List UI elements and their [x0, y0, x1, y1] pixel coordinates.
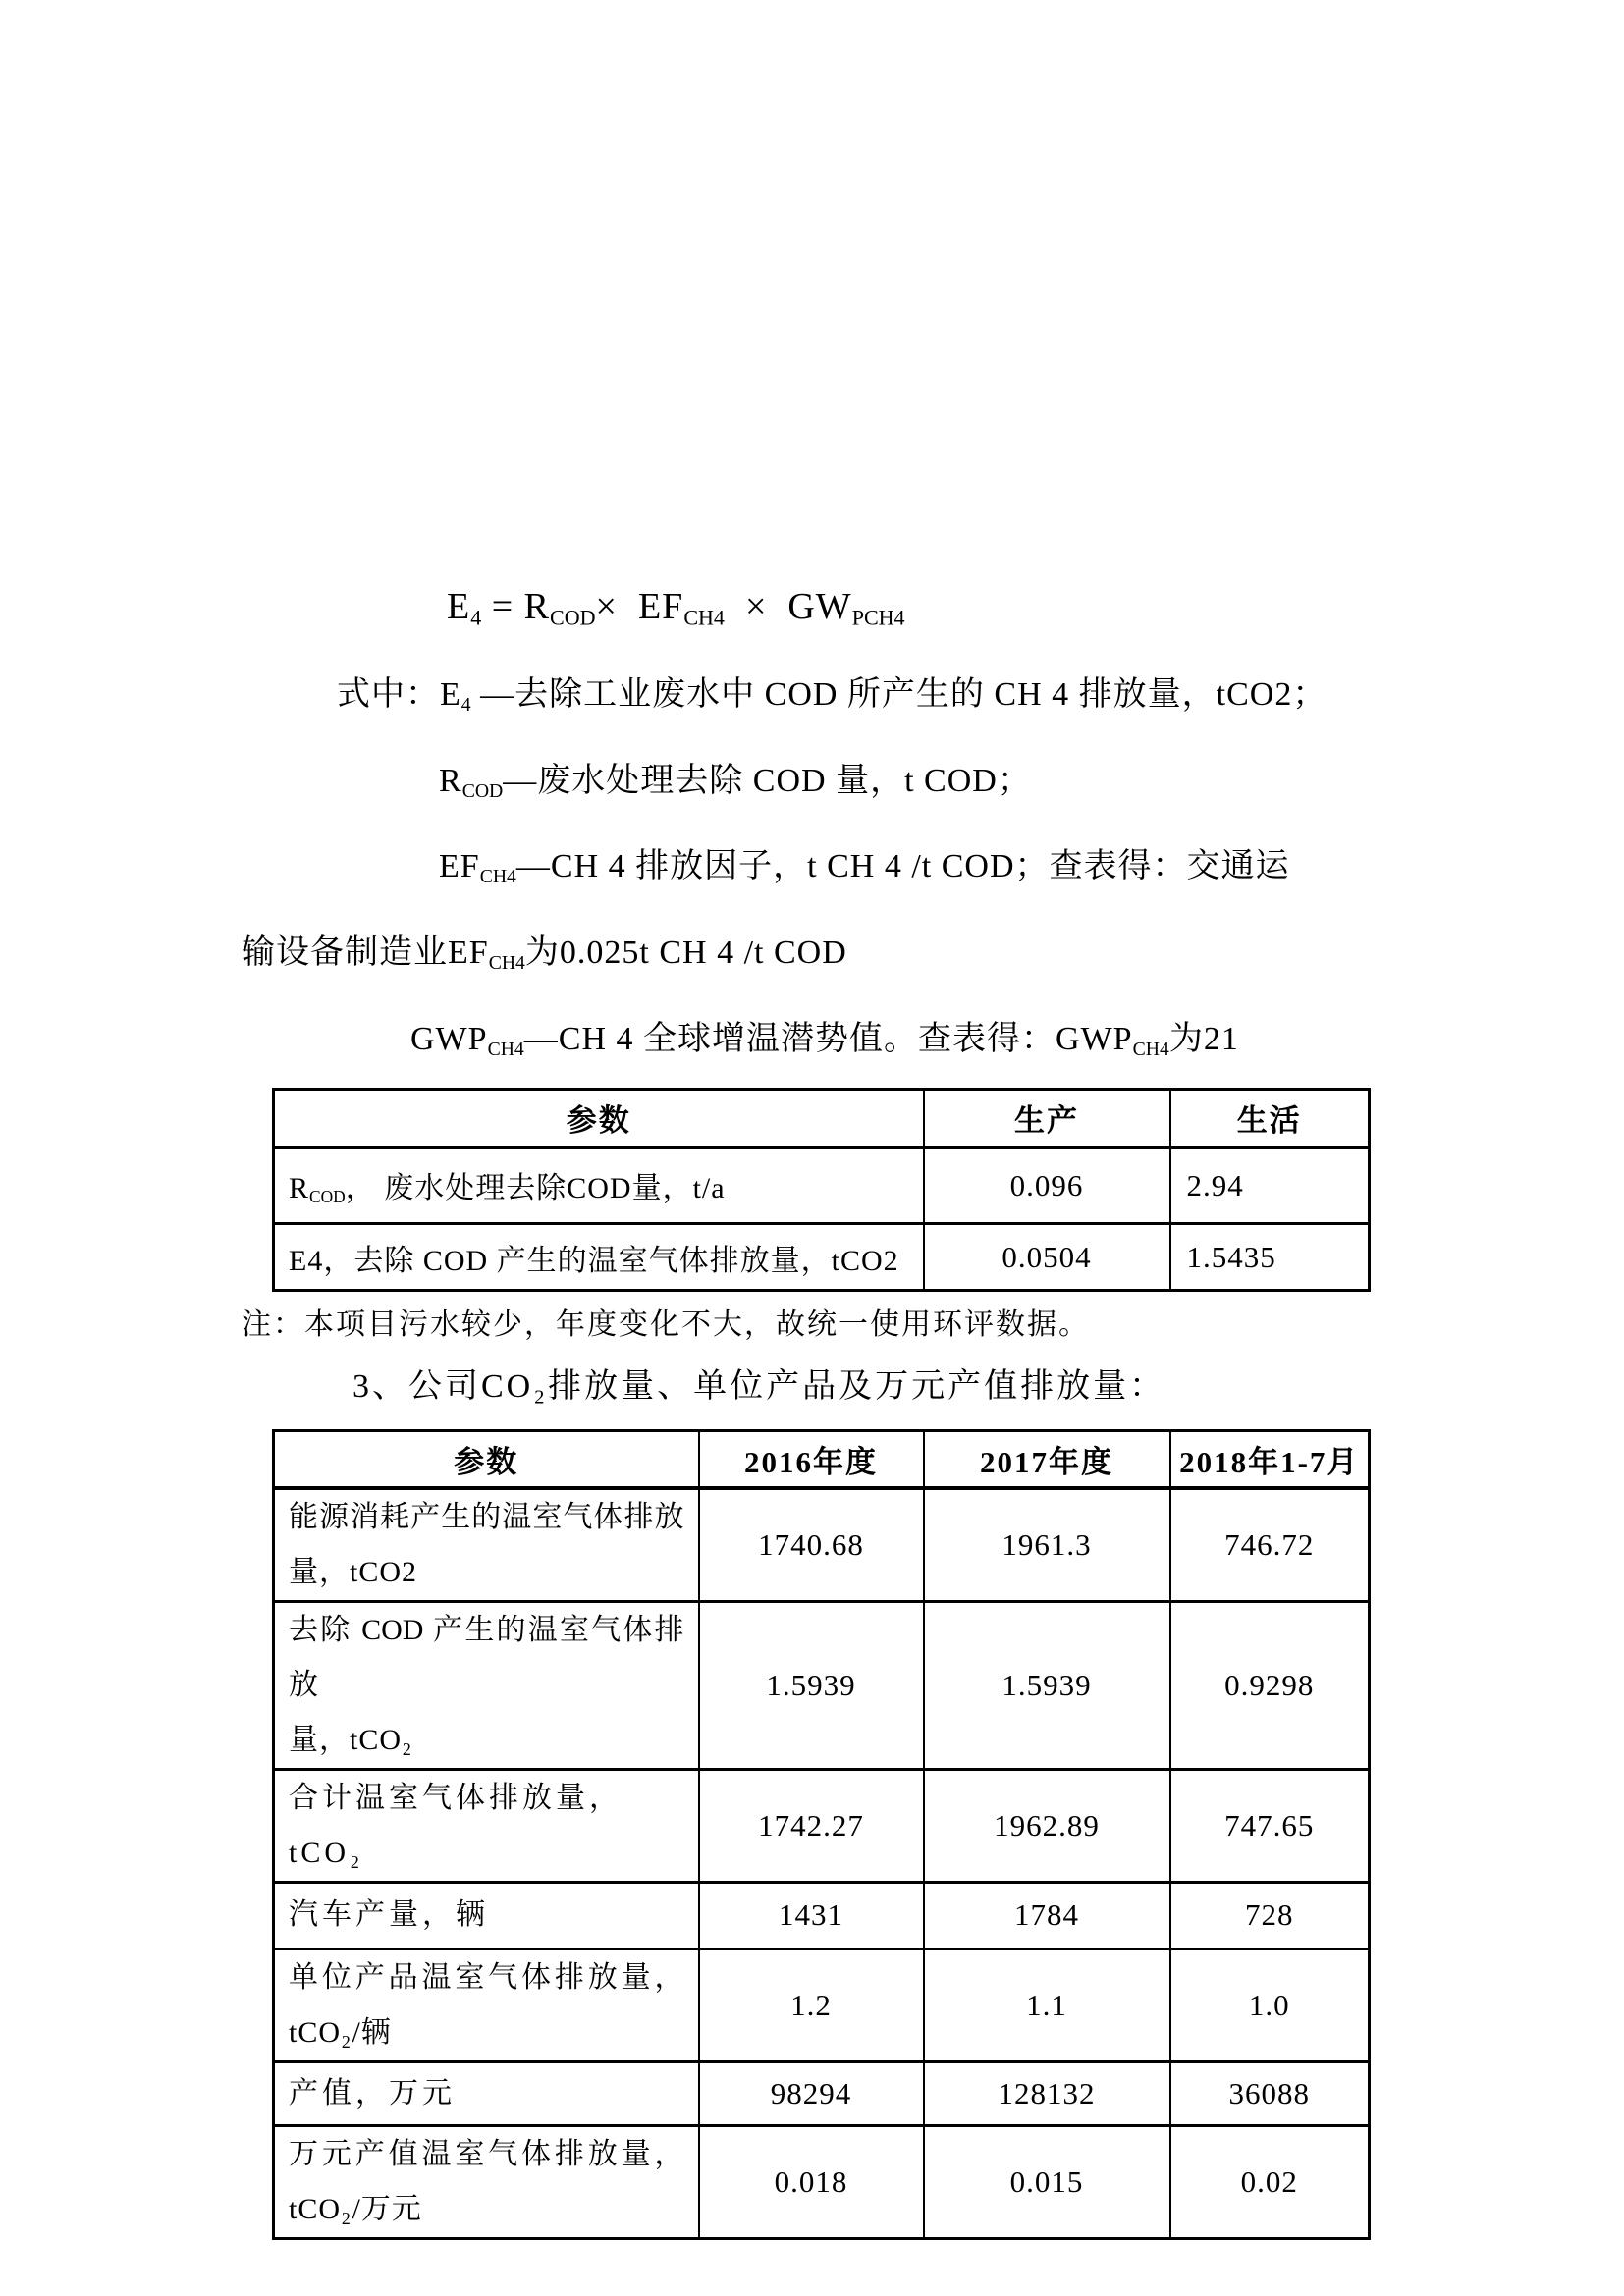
table-row [274, 1949, 1370, 2061]
table2-vehicles-2018: 728 [1170, 1882, 1370, 1949]
table2-total-2017: 1962.89 [924, 1769, 1170, 1882]
label-line: 万元产值温室气体排放量， [289, 2137, 684, 2170]
table2-vehicles-label [274, 1882, 699, 1949]
table2-output-2016: 98294 [699, 2061, 924, 2125]
formula-e4: $E_4 = R_{COD}\times EF_{CH4} \times GW_{PCH4}$ [447, 586, 905, 630]
table1-header-param: 参数 [274, 1090, 924, 1148]
table2-total-2016: 1742.27 [699, 1769, 924, 1882]
table2-per-unit-2017: 1.1 [924, 1949, 1170, 2061]
table2-energy-2018: 746.72 [1170, 1488, 1370, 1602]
table-footnote: 注：本项目污水较少，年度变化不大，故统一使用环评数据。 [242, 1308, 1090, 1342]
label-line: tCO₂/万元 [289, 2192, 422, 2225]
table1-e4-label: E4，去除 COD 产生的温室气体排放量，tCO2 [274, 1224, 924, 1291]
label-line: 量，tCO₂ [289, 1723, 413, 1756]
label-line: 去除 COD 产生的温室气体排放 [289, 1613, 684, 1701]
cod-removal-table [272, 1088, 1371, 1292]
table1-rcod-production-value: 0.096 [924, 1148, 1170, 1224]
table2-output-label [274, 2061, 699, 2125]
table2-per-10k-2018: 0.02 [1170, 2125, 1370, 2238]
table1-header-production: 生产 [924, 1090, 1170, 1148]
table2-per-10k-2016: 0.018 [699, 2125, 924, 2238]
table2-header-2016: 2016年度 [699, 1431, 924, 1488]
table2-vehicles-2017: 1784 [924, 1882, 1170, 1949]
table2-output-2018: 36088 [1170, 2061, 1370, 2125]
label-line: 能源消耗产生的温室气体排放 [289, 1500, 684, 1533]
formula-explanation-rcod: $R_{COD}—$废水处理去除 COD 量，t COD； [439, 762, 1032, 802]
section-heading: 3、公司CO₂排放量、单位产品及万元产值排放量： [352, 1368, 1166, 1406]
table2-header-param: 参数 [274, 1431, 699, 1488]
table2-cod-2016: 1.5939 [699, 1601, 924, 1769]
table2-header-2017: 2017年度 [924, 1431, 1170, 1488]
label-line: 量，tCO2 [289, 1555, 418, 1588]
formula-explanation-gwp: $GWP_{CH4}—CH$ 4 全球增温潜势值。查表得：$GWP_{CH4}$为21 [410, 1021, 1239, 1061]
table2-per-10k-2017: 0.015 [924, 2125, 1170, 2238]
table2-per-unit-2016: 1.2 [699, 1949, 924, 2061]
formula-explanation-e4: 式中：$E_4$ —去除工业废水中 COD 所产生的 CH 4 排放量，tCO2； [337, 675, 1327, 716]
table2-cod-2017: 1.5939 [924, 1601, 1170, 1769]
label-line: 产值，万元 [289, 2076, 456, 2109]
table-row [274, 1224, 1370, 1291]
table2-vehicles-2016: 1431 [699, 1882, 924, 1949]
table-row [274, 2061, 1370, 2125]
table-row [274, 1769, 1370, 1882]
co2-emission-table [272, 1429, 1371, 2240]
table2-energy-label [274, 1488, 699, 1602]
table1-e4-production-value: 0.0504 [924, 1224, 1170, 1291]
table2-cod-2018: 0.9298 [1170, 1601, 1370, 1769]
label-line: 合计温室气体排放量，tCO₂ [289, 1781, 623, 1869]
table-row [274, 1882, 1370, 1949]
table1-rcod-label: $R_{COD}$， 废水处理去除COD量，t/a [274, 1148, 924, 1224]
table2-header-2018: 2018年1-7月 [1170, 1431, 1370, 1488]
table2-per-10k-label [274, 2125, 699, 2238]
label-line: 汽车产量，辆 [289, 1898, 489, 1932]
table2-cod-label [274, 1601, 699, 1769]
table2-total-2018: 747.65 [1170, 1769, 1370, 1882]
table2-energy-2017: 1961.3 [924, 1488, 1170, 1602]
table2-per-unit-label [274, 1949, 699, 2061]
table2-header-row [274, 1431, 1370, 1488]
formula-explanation-efch4: $EF_{CH4}—CH$ 4 排放因子，t CH 4 /t COD；查表得：交通运 [439, 848, 1290, 888]
label-line: tCO₂/辆 [289, 2015, 392, 2049]
table1-e4-living-value: 1.5435 [1170, 1224, 1370, 1291]
table1-header-row [274, 1090, 1370, 1148]
table2-energy-2016: 1740.68 [699, 1488, 924, 1602]
label-line: 单位产品温室气体排放量， [289, 1960, 684, 1994]
table1-rcod-living-value: 2.94 [1170, 1148, 1370, 1224]
table2-output-2017: 128132 [924, 2061, 1170, 2125]
table2-per-unit-2018: 1.0 [1170, 1949, 1370, 2061]
table1-header-living: 生活 [1170, 1090, 1370, 1148]
table2-total-label [274, 1769, 699, 1882]
table-row [274, 1601, 1370, 1769]
formula-explanation-efch4-continued: 输设备制造业$EF_{CH4}$为0.025t CH 4 /t COD [242, 934, 847, 975]
table-row [274, 1148, 1370, 1224]
table-row [274, 2125, 1370, 2238]
table-row [274, 1488, 1370, 1602]
